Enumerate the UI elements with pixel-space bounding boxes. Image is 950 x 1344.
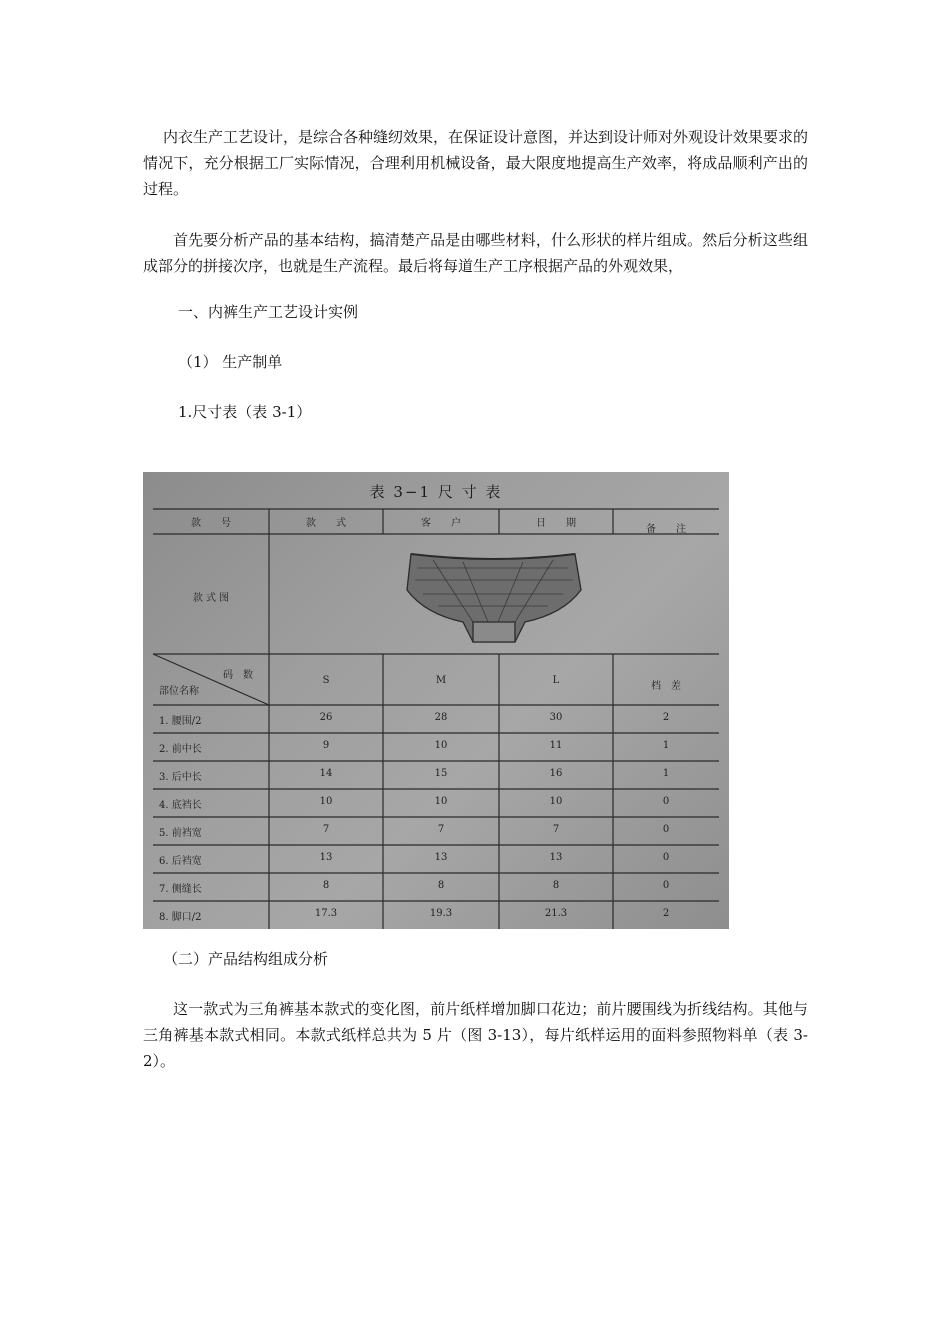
row-value-cell: 16 (549, 768, 563, 779)
row-value-cell: 13 (319, 852, 333, 863)
row-value-cell: 19.3 (429, 908, 453, 919)
row-value-cell: 10 (434, 740, 448, 751)
panty-sketch (407, 554, 581, 642)
row-value-cell: 8 (437, 880, 445, 891)
header-style-no: 款 号 (191, 518, 231, 529)
row-value-cell: 14 (319, 768, 333, 779)
row-value-cell: 7 (322, 824, 330, 835)
row-part-name: 7. 侧缝长 (159, 884, 202, 895)
size-s-header: S (322, 675, 330, 686)
row-part-name: 5. 前裆宽 (159, 828, 202, 839)
header-customer: 客 户 (421, 518, 461, 529)
row-value-cell: 10 (434, 796, 448, 807)
row-part-name: 2. 前中长 (159, 744, 202, 755)
row-value-cell: 2 (662, 712, 670, 723)
row-value-cell: 0 (662, 852, 670, 863)
row-value-cell: 7 (552, 824, 560, 835)
row-value-cell: 13 (549, 852, 563, 863)
row-value-cell: 1 (662, 768, 670, 779)
row-value-cell: 13 (434, 852, 448, 863)
section-heading-3: 1.尺寸表（表 3-1） (178, 403, 312, 421)
size-m-header: M (435, 675, 447, 686)
row-value-cell: 15 (434, 768, 448, 779)
row-part-name: 8. 脚口/2 (159, 912, 202, 923)
section-heading-2: （1） 生产制单 (178, 353, 283, 371)
row-value-cell: 17.3 (314, 908, 338, 919)
row-value-cell: 11 (549, 740, 563, 751)
analysis-paragraph: 首先要分析产品的基本结构，搞清楚产品是由哪些材料，什么形状的样片组成。然后分析这些组成部分的拼接次序，也就是生产流程。最后将每道生产工序根据产品的外观效果， (143, 231, 808, 275)
row-value-cell: 21.3 (544, 908, 568, 919)
section-heading-1: 一、内裤生产工艺设计实例 (178, 303, 359, 321)
row-part-name: 3. 后中长 (159, 772, 202, 783)
row-value-cell: 28 (434, 712, 448, 723)
intro-paragraph: 内衣生产工艺设计，是综合各种缝纫效果，在保证设计意图，并达到设计师对外观设计效果要求的情况下，充分根据工厂实际情况，合理利用机械设备，最大限度地提高生产效率，将成品顺利产出的过程。 (143, 128, 809, 198)
size-table-photo (143, 472, 729, 929)
row-value-cell: 8 (552, 880, 560, 891)
size-l-header: L (552, 675, 560, 686)
row-value-cell: 8 (322, 880, 330, 891)
row-value-cell: 0 (662, 880, 670, 891)
row-value-cell: 7 (437, 824, 445, 835)
row-value-cell: 9 (322, 740, 330, 751)
header-style: 款 式 (306, 518, 346, 529)
grade-header: 档 差 (651, 681, 681, 692)
diag-part-label: 部位名称 (159, 686, 199, 697)
header-date: 日 期 (536, 518, 576, 529)
row-part-name: 4. 底裆长 (159, 800, 202, 811)
row-value-cell: 26 (319, 712, 333, 723)
section-heading-4: （二）产品结构组成分析 (163, 950, 329, 968)
row-part-name: 1. 腰围/2 (159, 716, 202, 727)
table-title: 表 3−1 尺 寸 表 (369, 483, 503, 501)
row-value-cell: 0 (662, 824, 670, 835)
structure-paragraph: 这一款式为三角裤基本款式的变化图，前片纸样增加脚口花边；前片腰围线为折线结构。其他与三角裤基本款式相同。本款式纸样总共为 5 片（图 3-13），每片纸样运用的面料参照物料单（表 3-2）。 (143, 1000, 808, 1070)
style-image-label: 款 式 图 (192, 593, 230, 604)
row-value-cell: 2 (662, 908, 670, 919)
header-remarks: 备 注 (646, 524, 686, 535)
row-value-cell: 10 (319, 796, 333, 807)
row-part-name: 6. 后裆宽 (159, 856, 202, 867)
row-value-cell: 30 (549, 712, 563, 723)
row-value-cell: 0 (662, 796, 670, 807)
row-value-cell: 1 (662, 740, 670, 751)
diag-size-label: 码 数 (223, 670, 253, 681)
row-value-cell: 10 (549, 796, 563, 807)
